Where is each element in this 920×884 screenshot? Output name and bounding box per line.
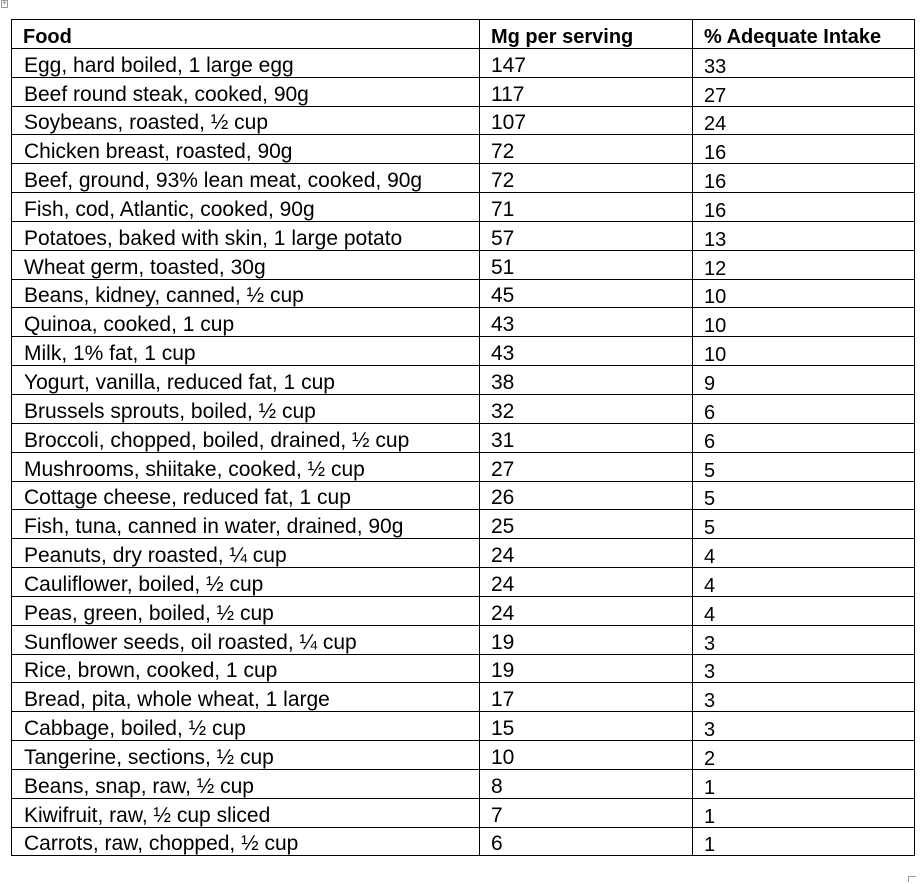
food-cell: Milk, 1% fat, 1 cup <box>12 337 480 366</box>
table-resize-handle[interactable] <box>908 876 916 882</box>
table-row <box>12 510 915 539</box>
table-row <box>12 366 915 395</box>
adequate-intake-cell: 3 <box>693 683 915 712</box>
mg-cell: 71 <box>480 193 693 222</box>
food-cell: Broccoli, chopped, boiled, drained, ½ cup <box>12 423 480 452</box>
table-row <box>12 221 915 250</box>
adequate-intake-cell: 9 <box>693 366 915 395</box>
table-row <box>12 712 915 741</box>
table-row <box>12 164 915 193</box>
food-cell: Egg, hard boiled, 1 large egg <box>12 48 480 77</box>
mg-cell: 72 <box>480 135 693 164</box>
table-row <box>12 106 915 135</box>
mg-cell: 57 <box>480 221 693 250</box>
mg-cell: 10 <box>480 741 693 770</box>
adequate-intake-cell: 16 <box>693 164 915 193</box>
food-cell: Cabbage, boiled, ½ cup <box>12 712 480 741</box>
adequate-intake-cell: 4 <box>693 539 915 568</box>
table-row <box>12 452 915 481</box>
table-row <box>12 337 915 366</box>
adequate-intake-cell: 4 <box>693 596 915 625</box>
table-row <box>12 827 915 856</box>
table-body <box>12 48 915 856</box>
food-cell: Beef round steak, cooked, 90g <box>12 77 480 106</box>
mg-cell: 43 <box>480 308 693 337</box>
adequate-intake-cell: 1 <box>693 769 915 798</box>
adequate-intake-cell: 5 <box>693 481 915 510</box>
food-cell: Peanuts, dry roasted, ¼ cup <box>12 539 480 568</box>
table-row <box>12 654 915 683</box>
table-header-row <box>12 20 915 49</box>
adequate-intake-cell: 1 <box>693 827 915 856</box>
table-row <box>12 683 915 712</box>
table-row <box>12 769 915 798</box>
food-cell: Beef, ground, 93% lean meat, cooked, 90g <box>12 164 480 193</box>
mg-cell: 32 <box>480 394 693 423</box>
food-cell: Brussels sprouts, boiled, ½ cup <box>12 394 480 423</box>
mg-cell: 24 <box>480 568 693 597</box>
food-cell: Beans, kidney, canned, ½ cup <box>12 279 480 308</box>
mg-cell: 7 <box>480 798 693 827</box>
food-cell: Cottage cheese, reduced fat, 1 cup <box>12 481 480 510</box>
mg-cell: 43 <box>480 337 693 366</box>
mg-cell: 25 <box>480 510 693 539</box>
mg-cell: 26 <box>480 481 693 510</box>
food-cell: Tangerine, sections, ½ cup <box>12 741 480 770</box>
adequate-intake-cell: 3 <box>693 712 915 741</box>
food-cell: Potatoes, baked with skin, 1 large potato <box>12 221 480 250</box>
table-row <box>12 279 915 308</box>
table-row <box>12 423 915 452</box>
food-cell: Yogurt, vanilla, reduced fat, 1 cup <box>12 366 480 395</box>
food-cell: Fish, cod, Atlantic, cooked, 90g <box>12 193 480 222</box>
header-food: Food <box>12 20 480 49</box>
adequate-intake-cell: 16 <box>693 135 915 164</box>
food-cell: Peas, green, boiled, ½ cup <box>12 596 480 625</box>
mg-cell: 107 <box>480 106 693 135</box>
mg-cell: 6 <box>480 827 693 856</box>
adequate-intake-cell: 2 <box>693 741 915 770</box>
mg-cell: 38 <box>480 366 693 395</box>
mg-cell: 51 <box>480 250 693 279</box>
adequate-intake-cell: 6 <box>693 423 915 452</box>
adequate-intake-cell: 6 <box>693 394 915 423</box>
adequate-intake-cell: 12 <box>693 250 915 279</box>
food-cell: Beans, snap, raw, ½ cup <box>12 769 480 798</box>
adequate-intake-cell: 33 <box>693 48 915 77</box>
mg-cell: 147 <box>480 48 693 77</box>
food-cell: Carrots, raw, chopped, ½ cup <box>12 827 480 856</box>
food-cell: Bread, pita, whole wheat, 1 large <box>12 683 480 712</box>
header-adequate-intake: % Adequate Intake <box>693 20 915 49</box>
food-cell: Quinoa, cooked, 1 cup <box>12 308 480 337</box>
adequate-intake-cell: 27 <box>693 77 915 106</box>
table-row <box>12 308 915 337</box>
adequate-intake-cell: 24 <box>693 106 915 135</box>
adequate-intake-cell: 10 <box>693 337 915 366</box>
adequate-intake-cell: 1 <box>693 798 915 827</box>
food-cell: Wheat germ, toasted, 30g <box>12 250 480 279</box>
mg-cell: 45 <box>480 279 693 308</box>
mg-cell: 72 <box>480 164 693 193</box>
adequate-intake-cell: 5 <box>693 452 915 481</box>
mg-cell: 27 <box>480 452 693 481</box>
mg-cell: 15 <box>480 712 693 741</box>
mg-cell: 17 <box>480 683 693 712</box>
table-row <box>12 250 915 279</box>
mg-cell: 19 <box>480 625 693 654</box>
table-row <box>12 48 915 77</box>
adequate-intake-cell: 3 <box>693 654 915 683</box>
food-cell: Chicken breast, roasted, 90g <box>12 135 480 164</box>
mg-cell: 8 <box>480 769 693 798</box>
adequate-intake-cell: 5 <box>693 510 915 539</box>
adequate-intake-cell: 10 <box>693 308 915 337</box>
table-row <box>12 798 915 827</box>
mg-cell: 19 <box>480 654 693 683</box>
table-row <box>12 625 915 654</box>
table-move-handle-icon[interactable]: + <box>2 0 7 7</box>
food-cell: Rice, brown, cooked, 1 cup <box>12 654 480 683</box>
mg-cell: 24 <box>480 539 693 568</box>
table-row <box>12 135 915 164</box>
mg-cell: 117 <box>480 77 693 106</box>
adequate-intake-cell: 10 <box>693 279 915 308</box>
table-row <box>12 539 915 568</box>
table-row <box>12 596 915 625</box>
food-cell: Sunflower seeds, oil roasted, ¼ cup <box>12 625 480 654</box>
adequate-intake-cell: 13 <box>693 221 915 250</box>
table-row <box>12 568 915 597</box>
mg-cell: 24 <box>480 596 693 625</box>
food-cell: Fish, tuna, canned in water, drained, 90g <box>12 510 480 539</box>
adequate-intake-cell: 3 <box>693 625 915 654</box>
food-cell: Kiwifruit, raw, ½ cup sliced <box>12 798 480 827</box>
table-row <box>12 741 915 770</box>
table-row <box>12 77 915 106</box>
mg-cell: 31 <box>480 423 693 452</box>
food-cell: Mushrooms, shiitake, cooked, ½ cup <box>12 452 480 481</box>
adequate-intake-cell: 4 <box>693 568 915 597</box>
header-mg-per-serving: Mg per serving <box>480 20 693 49</box>
table-row <box>12 481 915 510</box>
food-cell: Soybeans, roasted, ½ cup <box>12 106 480 135</box>
table-row <box>12 193 915 222</box>
table-row <box>12 394 915 423</box>
food-cell: Cauliflower, boiled, ½ cup <box>12 568 480 597</box>
adequate-intake-cell: 16 <box>693 193 915 222</box>
nutrient-table <box>11 19 915 856</box>
